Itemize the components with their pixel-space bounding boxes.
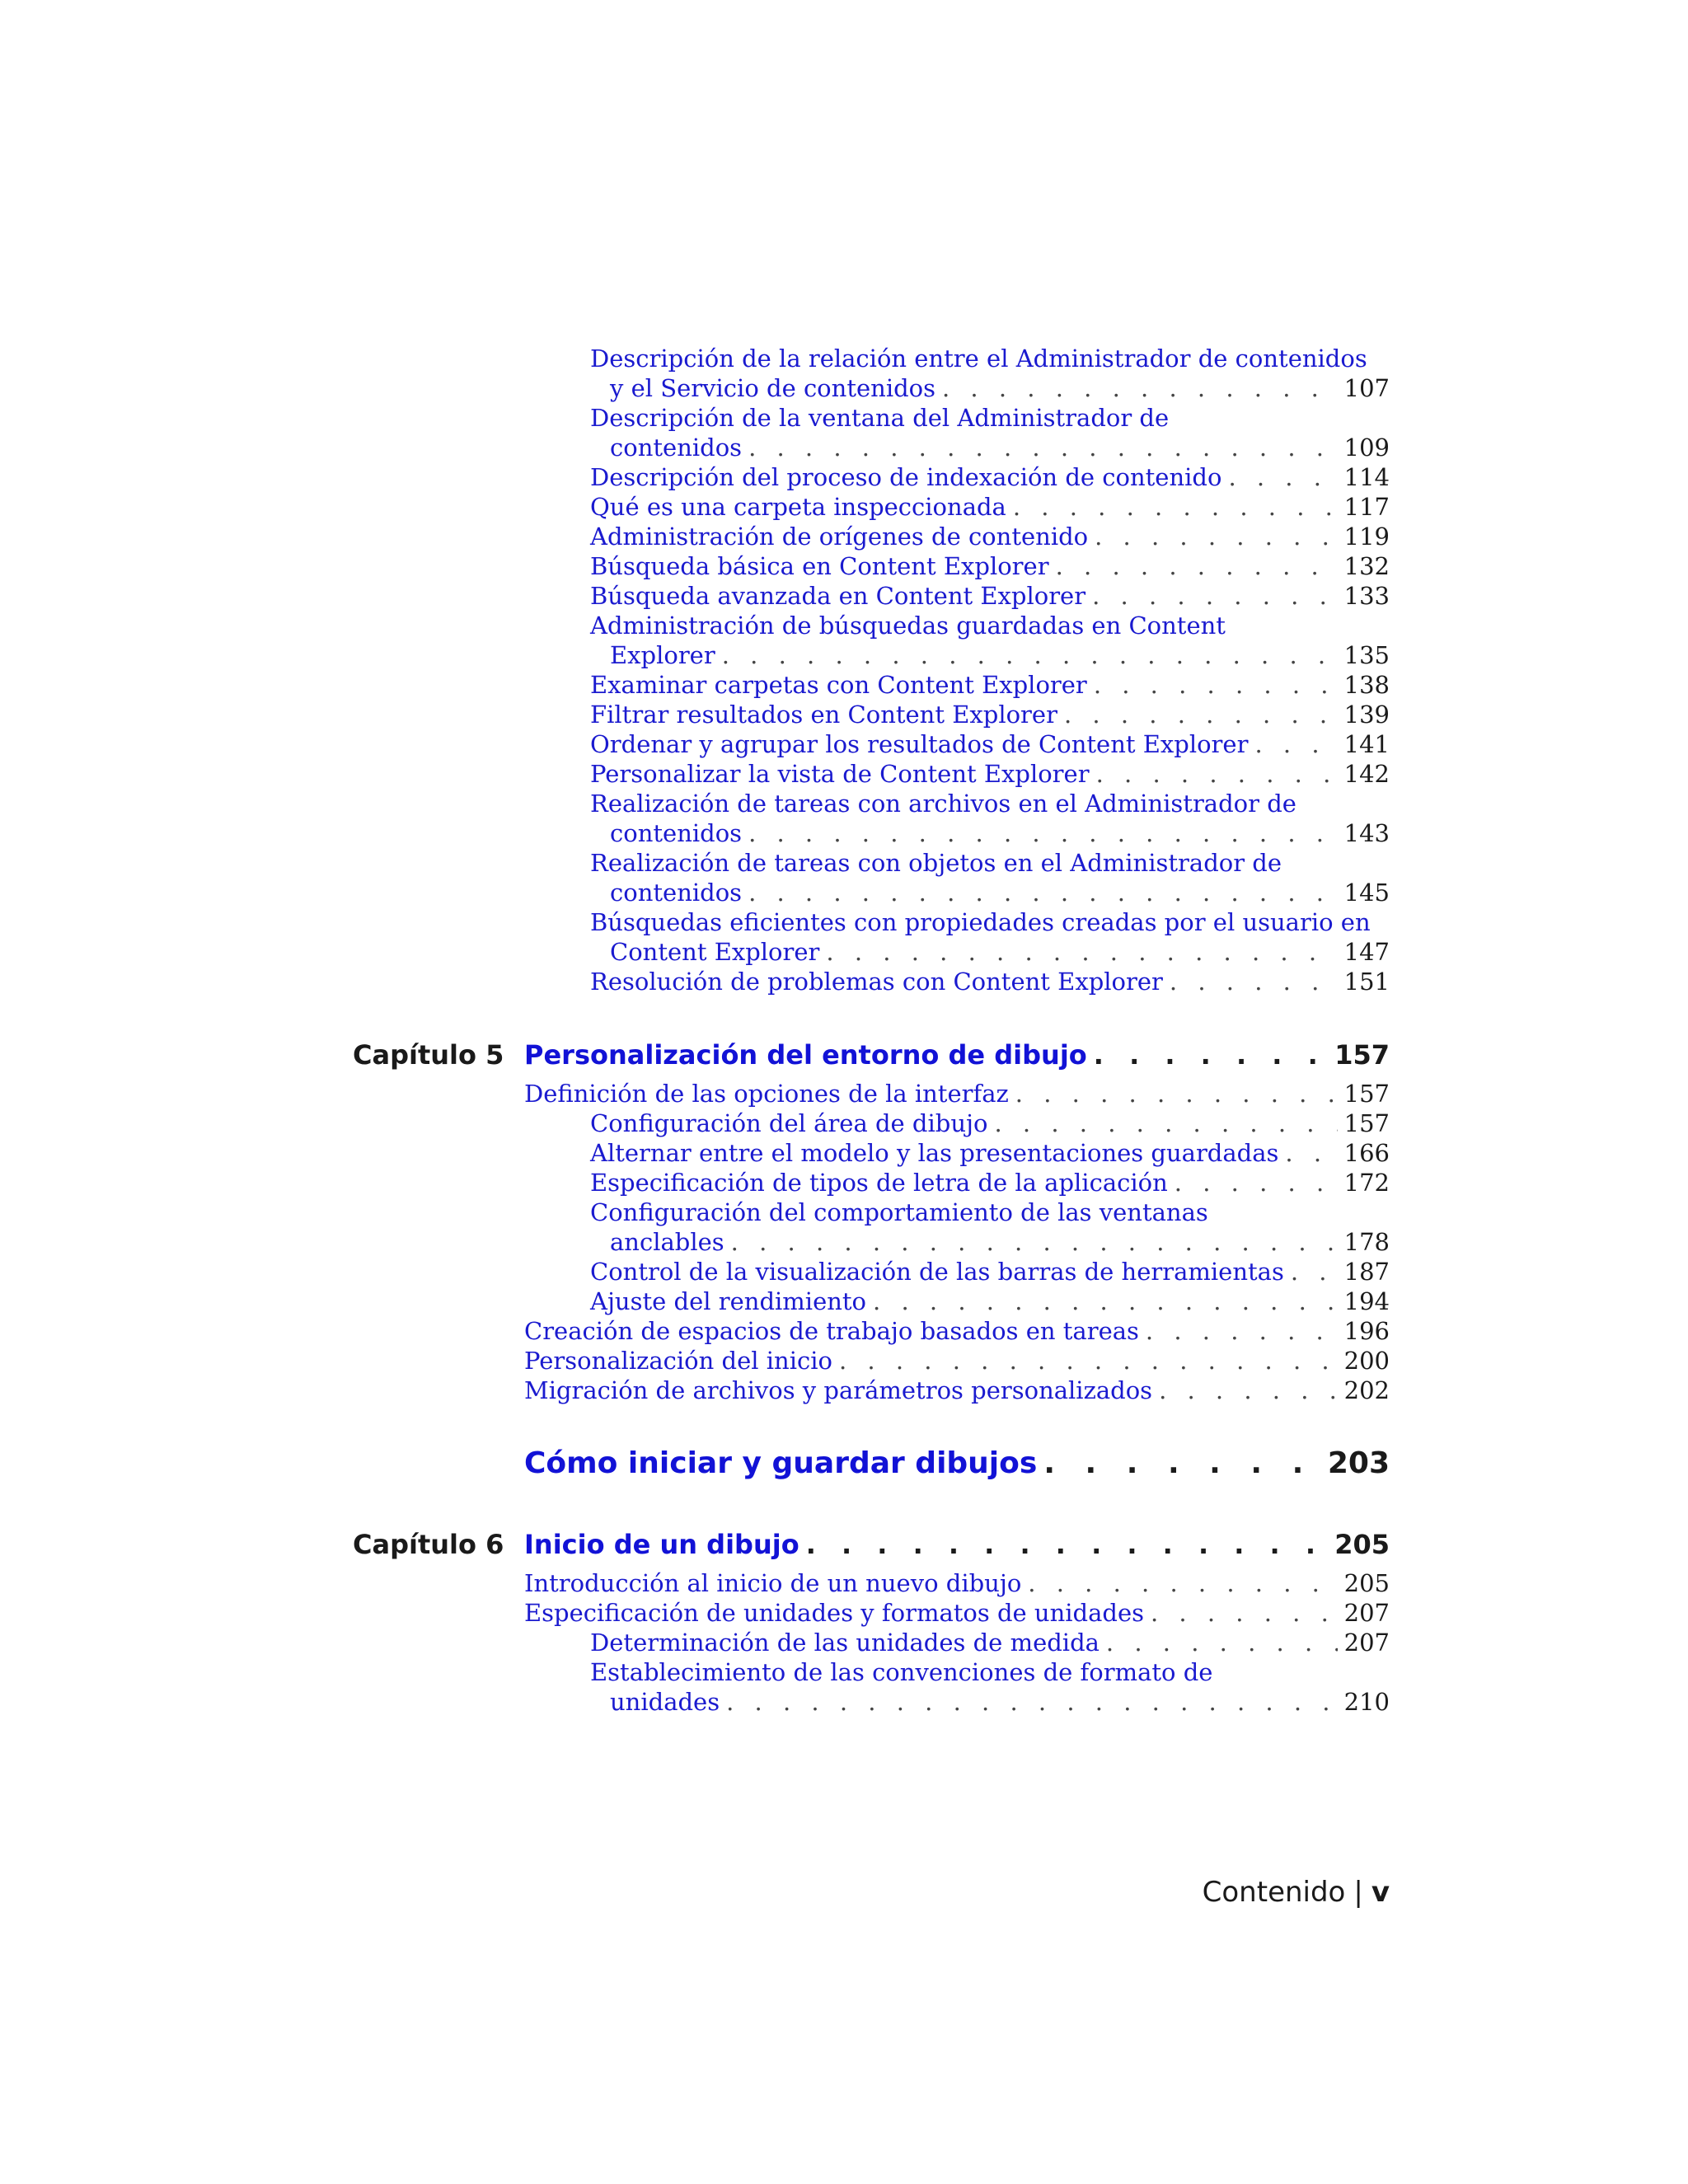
dot-leader xyxy=(1170,967,1338,996)
dot-leader xyxy=(1151,1598,1338,1628)
dot-leader xyxy=(1064,700,1338,729)
entry-text: Realización de tareas con archivos en el Administrador de xyxy=(590,790,1296,818)
page-number: 119 xyxy=(1343,523,1390,551)
dot-leader xyxy=(994,1108,1337,1138)
dot-leader xyxy=(1146,1316,1338,1346)
entry-text: Personalización del inicio xyxy=(524,1347,832,1375)
entry-text: Migración de archivos y parámetros personalizados xyxy=(524,1376,1153,1404)
entry-text: contenidos xyxy=(610,434,743,462)
dot-leader xyxy=(1285,1138,1337,1168)
toc-entry-ventana-administrador[interactable] xyxy=(590,403,1390,462)
page-number: 205 xyxy=(1334,1529,1390,1560)
page-number: 210 xyxy=(1343,1688,1390,1716)
toc-entry-espacios-trabajo[interactable] xyxy=(524,1316,1390,1346)
entry-text: y el Servicio de contenidos xyxy=(610,374,935,402)
toc-entry-area-dibujo[interactable] xyxy=(590,1108,1390,1138)
page-number: 132 xyxy=(1343,552,1390,580)
entry-text: Qué es una carpeta inspeccionada xyxy=(590,493,1006,521)
chapter-6-title[interactable] xyxy=(524,1528,1390,1561)
page-number: 166 xyxy=(1343,1139,1390,1167)
toc-entry-filtrar-resultados[interactable] xyxy=(590,700,1390,729)
dot-leader xyxy=(1175,1168,1338,1197)
page-number: 145 xyxy=(1343,879,1390,907)
dot-leader xyxy=(726,1687,1338,1717)
entry-text: Descripción de la relación entre el Administrador de contenidos xyxy=(590,344,1367,373)
page-number: 133 xyxy=(1343,582,1390,610)
entry-text: unidades xyxy=(610,1688,720,1716)
entry-text: Búsquedas eficientes con propiedades creadas por el usuario en xyxy=(590,908,1371,936)
entry-text: Explorer xyxy=(610,641,715,669)
toc-entry-unidades-medida[interactable] xyxy=(590,1628,1390,1657)
chapter-5-title[interactable] xyxy=(524,1038,1390,1071)
toc-entry-origenes-contenido[interactable] xyxy=(590,522,1390,551)
page-number: 194 xyxy=(1343,1287,1390,1315)
page-number: 157 xyxy=(1343,1109,1390,1137)
page-number: 172 xyxy=(1343,1169,1390,1197)
dot-leader xyxy=(1094,670,1338,700)
entry-text: Configuración del comportamiento de las ventanas xyxy=(590,1198,1208,1226)
page-number: 147 xyxy=(1343,938,1390,966)
dot-leader xyxy=(1056,551,1338,581)
page-number: 207 xyxy=(1343,1599,1390,1627)
entry-text: Descripción de la ventana del Administrador de xyxy=(590,404,1170,432)
toc-entry-ordenar-agrupar[interactable] xyxy=(590,729,1390,759)
entry-text: Especificación de unidades y formatos de unidades xyxy=(524,1599,1144,1627)
dot-leader xyxy=(1043,1445,1321,1483)
page-number: 141 xyxy=(1343,730,1390,758)
entry-text: Filtrar resultados en Content Explorer xyxy=(590,701,1057,729)
entry-text: Descripción del proceso de indexación de contenido xyxy=(590,463,1222,491)
toc-entry-modelo-presentaciones[interactable] xyxy=(590,1138,1390,1168)
page-number: 202 xyxy=(1343,1376,1390,1404)
entry-text: Alternar entre el modelo y las presentaciones guardadas xyxy=(590,1139,1279,1167)
toc-entry-introduccion-inicio[interactable] xyxy=(524,1568,1390,1598)
dot-leader xyxy=(1106,1628,1338,1657)
dot-leader xyxy=(942,373,1338,403)
page-number: 187 xyxy=(1343,1258,1390,1286)
entry-text: Ordenar y agrupar los resultados de Content Explorer xyxy=(590,730,1249,758)
dot-leader xyxy=(722,640,1338,670)
entry-text: Realización de tareas con objetos en el Administrador de xyxy=(590,849,1282,877)
dot-leader xyxy=(806,1528,1329,1561)
part-title-text: Cómo iniciar y guardar dibujos xyxy=(524,1446,1038,1480)
toc-entry-especificacion-unidades[interactable] xyxy=(524,1598,1390,1628)
dot-leader xyxy=(731,1227,1338,1257)
entry-text: Búsqueda básica en Content Explorer xyxy=(590,552,1049,580)
dot-leader xyxy=(1028,1568,1337,1598)
toc-entry-personalizar-vista[interactable] xyxy=(590,759,1390,789)
dot-leader xyxy=(1254,729,1337,759)
footer-section: Contenido xyxy=(1202,1876,1346,1909)
entry-text: Control de la visualización de las barras de herramientas xyxy=(590,1258,1284,1286)
entry-text: Establecimiento de las convenciones de formato de xyxy=(590,1658,1213,1686)
entry-text: Administración de búsquedas guardadas en Content xyxy=(590,612,1226,640)
entry-text: Examinar carpetas con Content Explorer xyxy=(590,671,1087,699)
page-number: 178 xyxy=(1343,1228,1390,1256)
page-number: 109 xyxy=(1343,434,1390,462)
toc-entry-tareas-objetos[interactable] xyxy=(590,848,1390,907)
toc-entry-examinar-carpetas[interactable] xyxy=(590,670,1390,700)
page-number: 114 xyxy=(1343,463,1390,491)
page-number: 139 xyxy=(1343,701,1390,729)
page-number: 135 xyxy=(1343,641,1390,669)
toc-entry-carpeta-inspeccionada[interactable] xyxy=(590,492,1390,522)
toc-entry-migracion-archivos[interactable] xyxy=(524,1376,1390,1405)
dot-leader xyxy=(873,1286,1338,1316)
dot-leader xyxy=(839,1346,1338,1376)
dot-leader xyxy=(1094,1038,1328,1071)
entry-text: Content Explorer xyxy=(610,938,820,966)
toc-entry-convenciones-formato[interactable] xyxy=(590,1657,1390,1717)
page-number: 200 xyxy=(1343,1347,1390,1375)
toc-entry-ventanas-anclables[interactable] xyxy=(590,1197,1390,1257)
dot-leader xyxy=(1159,1376,1338,1405)
toc-entry-busquedas-eficientes[interactable] xyxy=(590,907,1390,967)
entry-text: Configuración del área de dibujo xyxy=(590,1109,988,1137)
part-title[interactable] xyxy=(524,1445,1390,1483)
chapter-5-label: Capítulo 5 xyxy=(353,1039,504,1071)
chapter-title-text: Personalización del entorno de dibujo xyxy=(524,1039,1087,1071)
dot-leader xyxy=(748,818,1338,848)
footer-page-number: v xyxy=(1371,1876,1390,1909)
toc-entry-proceso-indexacion[interactable] xyxy=(590,462,1390,492)
chapter-6-label: Capítulo 6 xyxy=(353,1529,504,1560)
page-number: 203 xyxy=(1327,1446,1390,1480)
entry-text: Creación de espacios de trabajo basados en tareas xyxy=(524,1317,1139,1345)
toc-entry-busqueda-avanzada[interactable] xyxy=(590,581,1390,611)
dot-leader xyxy=(748,878,1338,907)
page-number: 138 xyxy=(1343,671,1390,699)
toc-entry-personalizacion-inicio[interactable] xyxy=(524,1346,1390,1376)
page-number: 117 xyxy=(1343,493,1390,521)
page-number: 207 xyxy=(1343,1629,1390,1657)
page-number: 157 xyxy=(1334,1039,1390,1071)
page-number: 142 xyxy=(1343,760,1390,788)
toc-entry-resolucion-problemas[interactable] xyxy=(590,967,1390,996)
entry-text: anclables xyxy=(610,1228,724,1256)
dot-leader xyxy=(1013,492,1338,522)
dot-leader xyxy=(1092,581,1338,611)
entry-text: contenidos xyxy=(610,879,743,907)
footer-separator: | xyxy=(1353,1876,1363,1909)
page-number: 107 xyxy=(1343,374,1390,402)
dot-leader xyxy=(1291,1257,1338,1286)
entry-text: Resolución de problemas con Content Explorer xyxy=(590,968,1163,996)
dot-leader xyxy=(1015,1079,1338,1108)
page-number: 157 xyxy=(1343,1080,1390,1108)
page-number: 205 xyxy=(1343,1569,1390,1597)
toc-entry-opciones-interfaz[interactable] xyxy=(524,1079,1390,1108)
toc-entry-tipos-letra[interactable] xyxy=(590,1168,1390,1197)
dot-leader xyxy=(1095,522,1338,551)
entry-text: Ajuste del rendimiento xyxy=(590,1287,867,1315)
page-number: 151 xyxy=(1343,968,1390,996)
page-number: 143 xyxy=(1343,819,1390,847)
entry-text: Introducción al inicio de un nuevo dibujo xyxy=(524,1569,1022,1597)
entry-text: Especificación de tipos de letra de la aplicación xyxy=(590,1169,1168,1197)
entry-text: contenidos xyxy=(610,819,743,847)
entry-text: Administración de orígenes de contenido xyxy=(590,523,1089,551)
dot-leader xyxy=(1096,759,1338,789)
page-number: 196 xyxy=(1343,1317,1390,1345)
entry-text: Definición de las opciones de la interfaz xyxy=(524,1080,1009,1108)
toc-entry-busqueda-basica[interactable] xyxy=(590,551,1390,581)
toc-entry-tareas-archivos[interactable] xyxy=(590,789,1390,848)
toc-entry-barras-herramientas[interactable] xyxy=(590,1257,1390,1286)
toc-entry-busquedas-guardadas[interactable] xyxy=(590,611,1390,670)
dot-leader xyxy=(1228,462,1337,492)
page-footer xyxy=(1203,1876,1390,1909)
dot-leader xyxy=(748,433,1338,462)
entry-text: Búsqueda avanzada en Content Explorer xyxy=(590,582,1086,610)
dot-leader xyxy=(826,937,1337,967)
chapter-title-text: Inicio de un dibujo xyxy=(524,1529,799,1560)
toc-entry-ajuste-rendimiento[interactable] xyxy=(590,1286,1390,1316)
entry-text: Determinación de las unidades de medida xyxy=(590,1629,1100,1657)
entry-text: Personalizar la vista de Content Explorer xyxy=(590,760,1090,788)
toc-entry-relacion-administrador-servicio[interactable] xyxy=(590,344,1390,403)
